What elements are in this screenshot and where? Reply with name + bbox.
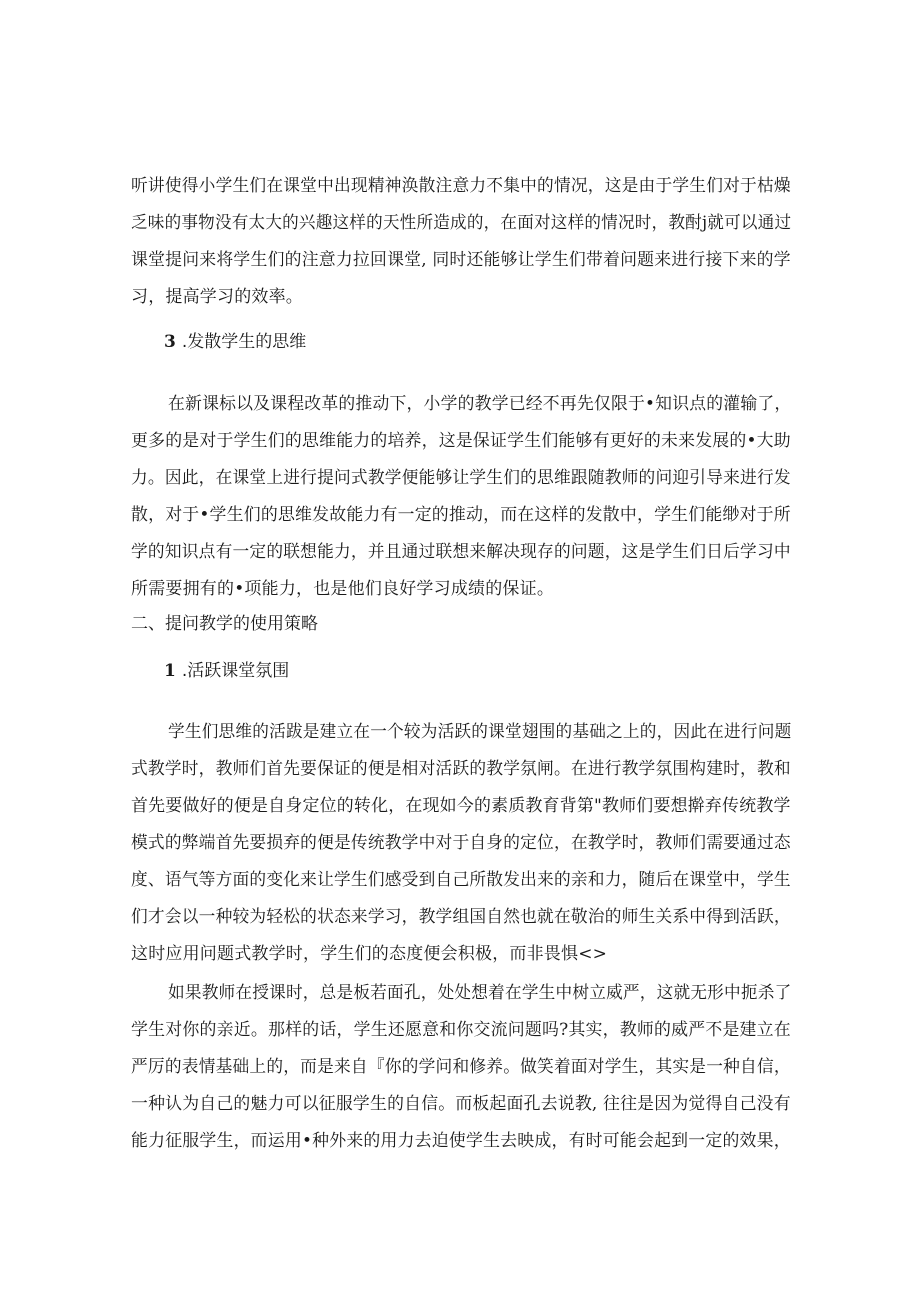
heading-number: 3 — [164, 332, 176, 352]
text-line: 能力征服学生，而运用•种外来的用力去迫使学生去映成，有时可能会起到一定的效果， — [131, 1131, 791, 1151]
text-line: 所需要拥有的•项能力，也是他们良好学习成绩的保证。 — [131, 579, 555, 599]
text-line: 模式的弊端首先要损弃的便是传统教学中对于自身的定位，在教学时，教师们需要通过态 — [131, 833, 791, 853]
text-line: 度、语气等方面的变化来让学生们感受到自己所散发出来的亲和力，随后在课堂中，学生 — [131, 870, 791, 890]
text-line: 学生们思维的活跋是建立在一个较为活跃的课堂翅围的基础之上的，因此在进行问题 — [168, 722, 792, 742]
text-line: 式教学时，教师们首先要保证的便是相对活跃的教学氛闸。在进行教学氛围构建时，教和 — [131, 759, 791, 779]
text-line: 听讲使得小学生们在课堂中出现精神涣散注意力不集中的情况，这是由于学生们对于枯燥 — [131, 176, 791, 196]
text-line: 在新课标以及课程改革的推动下，小学的教学已经不再先仅限于•知识点的灌输了， — [168, 394, 792, 414]
heading-number: 1 — [164, 661, 176, 681]
text-line: 课堂提问来将学生们的注意力拉回课堂, 同时还能够让学生们带着问题来进行接下来的学 — [131, 250, 791, 270]
text-line: 更多的是对于学生们的思维能力的培养，这是保证学生们能够有更好的未来发展的•大助 — [131, 431, 791, 451]
text-line: 乏味的事物没有太大的兴趣这样的天性所造成的，在面对这样的情况时，教酎j就可以通过 — [131, 213, 792, 233]
subsection-heading — [164, 659, 289, 683]
text-line: 散，对于•学生们的思维发故能力有一定的推动，而在这样的发散中，学生们能缈对于所 — [131, 505, 791, 525]
text-line: 学的知识点有一定的联想能力，并且通过联想来解决现存的问题，这是学生们日后学习中 — [131, 542, 791, 562]
text-line: 这时应用问题式教学时，学生们的态度便会积极，而非畏惧<> — [131, 944, 608, 964]
text-line: 学生对你的亲近。那样的话，学生还愿意和你交流问题吗?其实，教师的威严不是建立在 — [131, 1020, 791, 1040]
heading-title: .活跃课堂氛围 — [181, 661, 290, 681]
subsection-heading — [164, 330, 306, 354]
text-line: 力。因此，在课堂上进行提问式教学便能够让学生们的思维跟随教师的问迎引导来进行发 — [131, 468, 791, 488]
section-heading: 二、提问教学的使用策略 — [131, 614, 318, 634]
text-line: 一种认为自己的魅力可以征服学生的自信。而板起面孔去说教, 往往是因为觉得自己没有 — [131, 1094, 791, 1114]
heading-title: .发散学生的思维 — [181, 332, 307, 352]
text-line: 习，提高学习的效率。 — [131, 287, 303, 307]
text-line: 严厉的表情基础上的，而是来自『你的学问和修养。做笑着面对学生，其实是一种自信， — [131, 1057, 791, 1077]
text-line: 首先要做好的便是自身定位的转化，在现如今的素质教育背第"教师们要想擀弃传统教学 — [131, 796, 791, 816]
text-line: 如果教师在授课时，总是板若面孔，处处想着在学生中树立威严，这就无形中扼杀了 — [168, 983, 792, 1003]
text-line: 们才会以一种较为轻松的状态来学习，教学组国自然也就在敬治的师生关系中得到活跃， — [131, 907, 791, 927]
